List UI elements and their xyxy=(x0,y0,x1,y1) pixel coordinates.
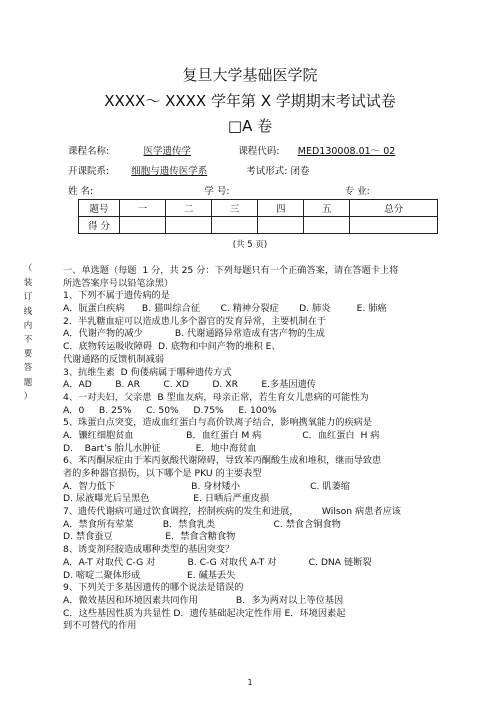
question-line: D. Bart’s 胎儿水肿征 E．地中海贫血 xyxy=(63,442,257,454)
question-line: 5、珠蛋白点突变，造成血红蛋白与高价铁离子结合，影响携氧能力的疾病是 xyxy=(63,417,373,429)
university-title: 复旦大学基础医学院 xyxy=(182,66,318,84)
question-line: A．代谢产物的减少 B. 代谢通路异常造成有害产物的生成 xyxy=(63,328,325,340)
score-header-row xyxy=(79,200,438,217)
question-line: 7、遗传代谢病可通过饮食调控，控制疾病的发生和进展， Wilson 病患者应该 xyxy=(63,506,401,518)
question-line: A．0 B. 25% C. 50% D.75% E. 100% xyxy=(63,404,277,416)
course-code-label: 课程代码: xyxy=(238,146,280,157)
score-header-cell: 五 xyxy=(304,200,350,217)
question-line: 一、单选题（每题 1 分，共 25 分：下列每题只有一个正确答案，请在答题卡上将 xyxy=(63,265,399,276)
score-cell xyxy=(166,217,212,234)
score-header-cell: 三 xyxy=(212,200,258,217)
question-line: 9、下列关于多基因遗传的哪个说法是错误的 xyxy=(63,582,244,594)
score-table xyxy=(78,199,438,234)
score-cell xyxy=(212,217,258,234)
question-body xyxy=(63,265,483,633)
question-line: A．微效基因和环境因素共同作用 B．多为两对以上等位基因 xyxy=(63,594,344,606)
score-cell xyxy=(120,217,166,234)
course-name-label: 课程名称: xyxy=(68,146,110,157)
page-number: 1 xyxy=(247,678,253,687)
exam-title: XXXX～ XXXX 学年第 X 学期期末考试试卷 xyxy=(104,92,396,110)
id-field[interactable] xyxy=(233,186,329,197)
question-line: 8、诱变剂羟胺造成哪种类型的基因突变？ xyxy=(63,544,235,556)
score-row-label: 得 分 xyxy=(79,217,120,234)
dept-label: 开课院系: xyxy=(68,166,110,177)
major-label: 专 业: xyxy=(344,186,370,197)
question-line: 者的多种器官损伤，以下哪个是 PKU 的主要表型 xyxy=(63,468,262,479)
question-line: A．A-T 对取代 C-G 对 B. C-G 对取代 A-T 对 C. DNA 链断裂 xyxy=(63,556,372,568)
question-line: C．底物转运吸收障碍 D. 底物和中间产物的堆积 E、 xyxy=(63,341,281,353)
question-line: 4、一对夫妇，父亲患 B 型血友病，母亲正常，若生育女儿患病的可能性为 xyxy=(63,391,369,403)
score-cell xyxy=(258,217,304,234)
course-code-value: MED130008.01～ 02 xyxy=(297,146,396,157)
question-line: A．AD B. AR C. XD D. XR E.多基因遗传 xyxy=(63,379,316,391)
exam-form-label: 考试形式: xyxy=(246,166,288,177)
question-line: D. 尿液曝光后呈黑色 E. 日晒后严重皮损 xyxy=(63,493,270,505)
question-line: 1、下列不属于遗传病的是 xyxy=(63,290,170,302)
course-name-value: 医学遗传学 xyxy=(143,146,191,157)
question-line: A．智力低下 B. 身材矮小 C. 肌萎缩 xyxy=(63,480,350,492)
score-header-cell: 一 xyxy=(120,200,166,217)
total-pages: (共 5 页) xyxy=(232,240,268,250)
score-cell xyxy=(304,217,350,234)
id-label: 学 号: xyxy=(204,186,230,197)
student-info-row xyxy=(68,183,455,197)
score-header-cell: 题号 xyxy=(79,200,120,217)
course-info-row xyxy=(68,143,411,157)
dept-info-row xyxy=(68,163,310,177)
score-header-cell: 四 xyxy=(258,200,304,217)
score-row xyxy=(79,217,438,234)
question-line: D. 禁食蚕豆 E．禁食含糖食物 xyxy=(63,531,236,543)
question-line: 代谢通路的反馈机制减弱 xyxy=(63,353,165,365)
question-line: A．镰红细胞贫血 B．血红蛋白 M 病 C．血红蛋白 H 病 xyxy=(63,429,380,441)
name-field[interactable] xyxy=(96,186,188,197)
question-line: 所选答案序号以铅笔涂黑） xyxy=(63,277,174,289)
question-line: 2．半乳糖血症可以造成患儿多个器官的发育异常，主要机制在于 xyxy=(63,315,327,327)
score-header-cell: 总分 xyxy=(350,200,438,217)
question-line: 3、抗维生素 D 佝偻病属于哪种遗传方式 xyxy=(63,366,232,378)
question-line: A．朊蛋白疾病 B. 猫叫综合征 C. 精神分裂症 D. 肺炎 E. 肺癌 xyxy=(63,303,387,315)
question-line: D. 嘧啶二聚体形成 E. 碱基丢失 xyxy=(63,569,236,581)
question-line: C．这些基因性质为共显性 D．遗传基础起决定性作用 E．环境因素起 xyxy=(63,607,346,619)
dept-value: 细胞与遗传医学系 xyxy=(131,166,208,177)
binding-line-note: （ 装 订 线 内 不 要 答 题 ） xyxy=(23,264,33,402)
score-header-cell: 二 xyxy=(166,200,212,217)
paper-label: □A 卷 xyxy=(227,117,273,135)
question-line: 到不可替代的作用 xyxy=(63,620,137,632)
name-label: 姓 名: xyxy=(68,186,94,197)
major-field[interactable] xyxy=(373,186,455,197)
question-line: 6、苯丙酮尿症由于苯丙氨酸代谢障碍，导致苯丙酮酸生成和堆积，继而导致患 xyxy=(63,455,382,467)
score-cell xyxy=(350,217,438,234)
exam-form-value: 闭卷 xyxy=(290,166,310,177)
question-line: A．禁食所有荤菜 B．禁食乳类 C. 禁食含铜食物 xyxy=(63,518,341,530)
